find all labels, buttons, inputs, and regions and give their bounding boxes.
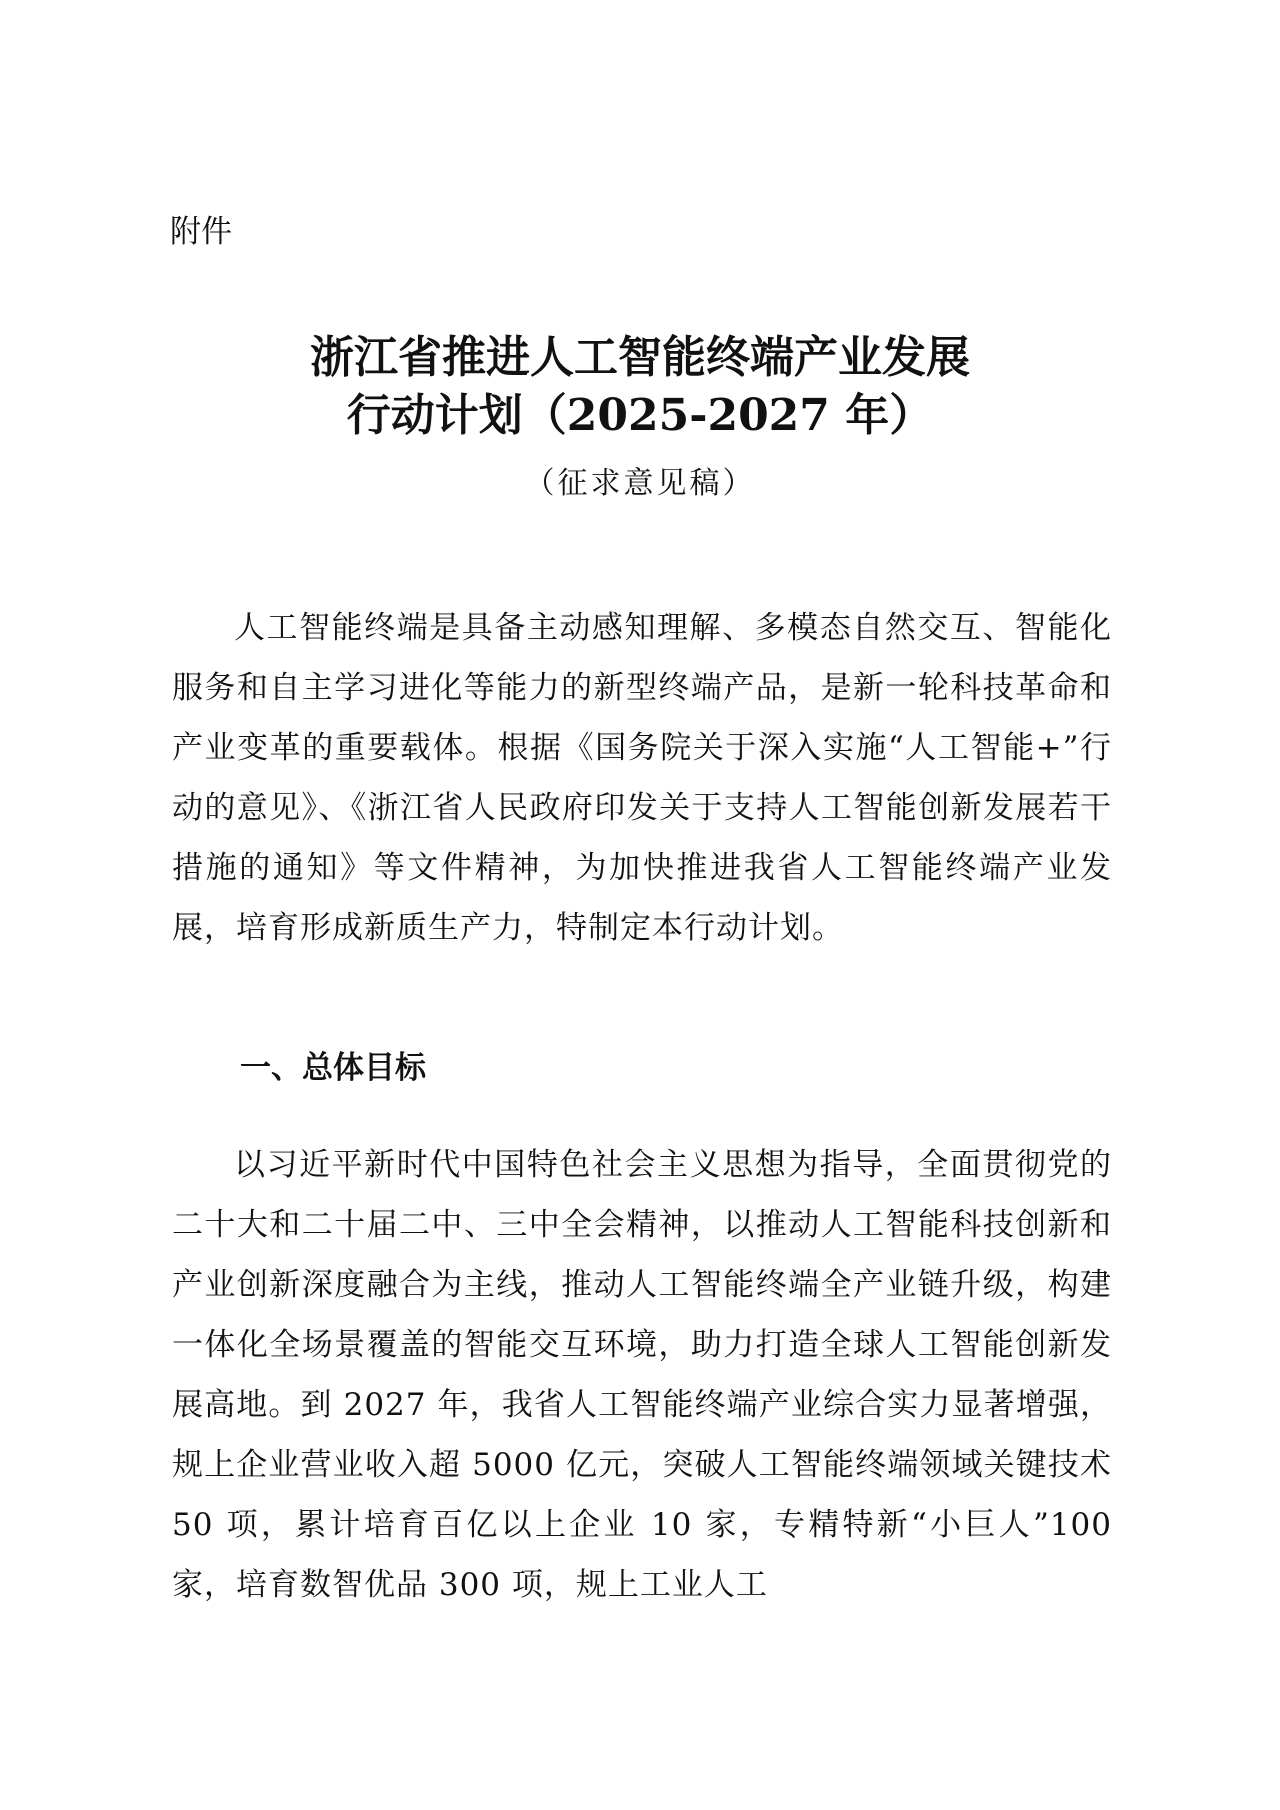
section-1-paragraph: 以习近平新时代中国特色社会主义思想为指导，全面贯彻党的二十大和二十届二中、三中全会精神，以推动人工智能科技创新和产业创新深度融合为主线，推动人工智能终端全产业链升级，构建一体化全场景覆盖的智能交互环境，助力打造全球人工智能创新发展高地。到 2027 年，我省人工智能终端产业综合实力显著增强，规上企业营业收入超 5000 亿元，突破人工智能终端领域关键技术 50 项，累计培育百亿以上企业 10 家，专精特新“小巨人”100 家，培育数智优品 300 项，规上工业人工 xyxy=(172,1147,1112,1603)
document-title-line-1: 浙江省推进人工智能终端产业发展 xyxy=(310,332,970,383)
document-subtitle: （征求意见稿） xyxy=(524,466,756,501)
section-heading-general-goals: 一、总体目标 xyxy=(240,1050,426,1086)
section-1-body xyxy=(172,1135,1112,1615)
document-title-line-2: 行动计划（2025-2027 年） xyxy=(346,390,934,441)
attachment-label: 附件 xyxy=(170,214,232,250)
intro-paragraph: 人工智能终端是具备主动感知理解、多模态自然交互、智能化服务和自主学习进化等能力的新型终端产品，是新一轮科技革命和产业变革的重要载体。根据《国务院关于深入实施“人工智能+”行动的意见》、《浙江省人民政府印发关于支持人工智能创新发展若干措施的通知》等文件精神，为加快推进我省人工智能终端产业发展，培育形成新质生产力，特制定本行动计划。 xyxy=(172,610,1112,946)
intro-section xyxy=(172,598,1112,958)
